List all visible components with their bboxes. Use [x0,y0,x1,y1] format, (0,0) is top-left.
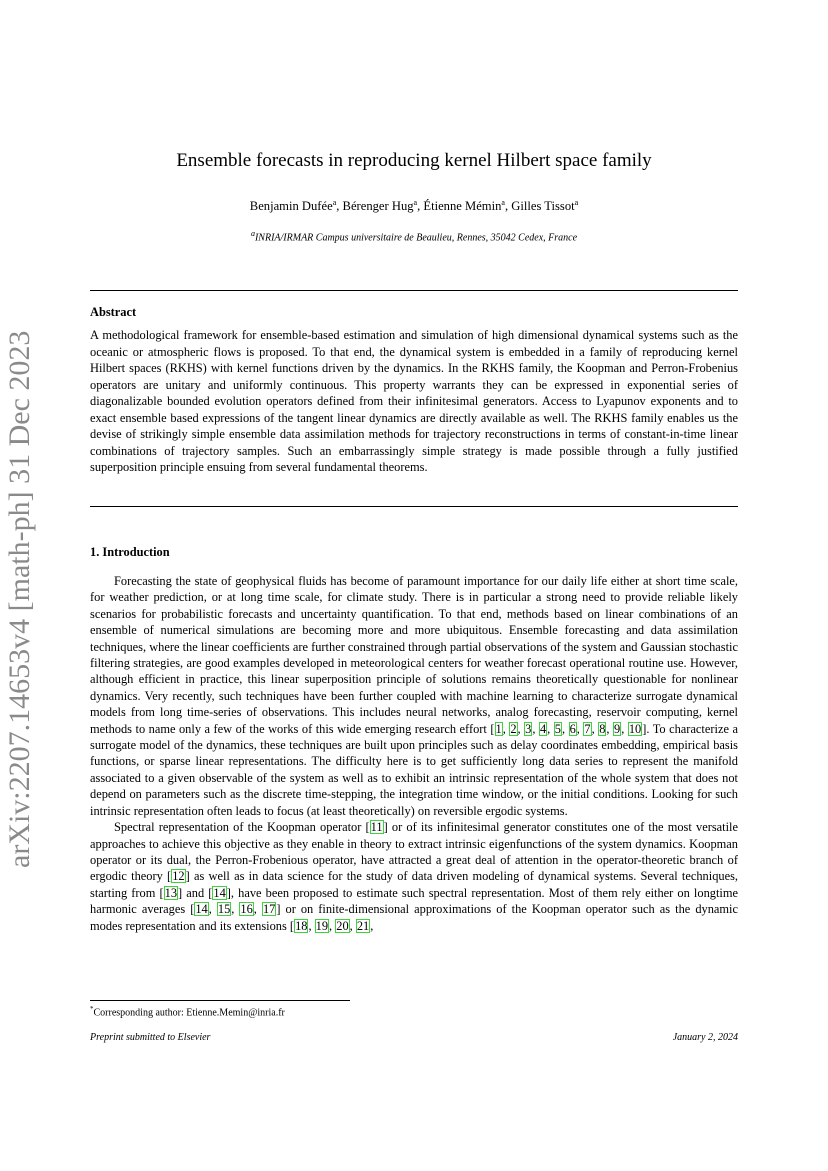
citation-link[interactable]: 13 [164,885,178,900]
affiliation [90,229,738,243]
author-list: Benjamin Dufée$^a$, Bérenger Hug$^a$, Étienne Mémin$^a$, Gilles Tissot$^a$ [249,198,579,214]
footnote-text: Corresponding author: Etienne.Memin@inria.fr [93,1007,285,1019]
citation-link[interactable]: 8 [599,721,606,736]
citation-link[interactable]: 18 [295,918,308,933]
footer-journal: Preprint submitted to Elsevier [90,1032,211,1043]
footnote-mark: * [90,1005,94,1013]
affiliation-mark: a [250,229,255,238]
author-affil-mark: a [332,198,337,207]
author-name: Benjamin Dufée [249,199,333,214]
footer-date: January 2, 2024 [672,1032,738,1043]
paragraph: Forecasting the state of geophysical fluids has become of paramount importance for our daily life either at short time scale, for weather prediction, or at long time scale, for climate study. There is in particular a strong need to provide reliable likely scenarios for probabilistic forecasts and uncertainty quantification. To that end, methods based on linear combinations of an ensemble of numerical simulations are becoming more and more ubiquitous. Ensemble forecasting and data assimilation techniques, where the linear coefficients are further constrained through partial observations of the system and Gaussian stochastic filtering strategies, are good examples developed in meteorological centers for weather forecast operational routine use. However, although efficient in practice, this linear superposition principle of solutions remains theoretically questionable for nonlinear dynamics. Very recently, such techniques have been further coupled with machine learning to characterize surrogate dynamical models from long time-series of observations. This includes neural networks, analog forecasting, reservoir computing, kernel methods to name only a few of the works of this wide emerging research effort [1, 2, 3, 4, 5, 6, 7, 8, 9, 10]. To characterize a surrogate model of the dynamics, these techniques are built upon principles such as delay coordinates embedding, empirical basis functions, or sparse linear representations. The difficulty here is to get sufficiently long data series to represent the manifold associated to a given observable of the system as well as to exhibit an intrinsic representation of the whole system that does not depend on parameters such as the discrete time-stepping, the integration time window, or the initial conditions. Looking for such intrinsic representation often leads to focus (at least theoretically) on reversible ergodic systems. [90,574,738,818]
citation-link[interactable]: 11 [370,820,383,835]
abstract-bottom-rule [90,506,738,507]
citation-link[interactable]: 20 [336,918,349,933]
affiliation-text: INRIA/IRMAR Campus universitaire de Beaulieu, Rennes, 35042 Cedex, France [254,232,578,244]
author-name: Bérenger Hug [342,199,414,214]
citation-link[interactable]: 7 [584,721,591,736]
paragraph: Spectral representation of the Koopman operator [11] or of its infinitesimal generator constitutes one of the most versatile approaches to achieve this objective as they enable in theory to extract intrinsic eigenfunctions of the system dynamics. Koopman operator or its dual, the Perron-Frobenious operator, have attracted a great deal of attention in the operator-theoretic branch of ergodic theory [12] as well as in data science for the study of data driven modeling of dynamical systems. Several techniques, starting from [13] and [14], have been proposed to estimate such spectral representation. Most of them rely either on longtime harmonic averages [14, 15, 16, 17] or on finite-dimensional approximations of the Koopman operator such as the dynamic modes representation and its extensions [18, 19, 20, 21, [90,820,739,933]
footnote [90,1005,285,1018]
abstract-heading: Abstract [90,305,137,319]
footnote-rule [90,1000,350,1001]
citation-link[interactable]: 10 [628,721,642,736]
citation-link[interactable]: 14 [213,885,226,900]
citation-link[interactable]: 3 [525,721,532,736]
section-body [90,573,738,934]
citation-link[interactable]: 9 [614,721,621,736]
author-affil-mark: a [574,198,579,207]
author-name: Étienne Mémin [423,199,502,214]
citation-link[interactable]: 19 [315,918,329,933]
abstract-text: A methodological framework for ensemble-based estimation and simulation of high dimensional dynamical systems such as the oceanic or atmospheric flows is proposed. To that end, the dynamical system is embedded in a family of reproducing kernel Hilbert spaces (RKHS) with kernel functions driven by the dynamics. In the RKHS family, the Koopman and Perron-Frobenius operators are unitary and uniformly continuous. This property warrants they can be expressed in exponential series of diagonalizable bounded evolution operators defined from their infinitesimal generators. Access to Lyapunov exponents and to exact ensemble based expressions of the tangent linear dynamics are directly available as well. The RKHS family enables us the devise of strikingly simple ensemble data assimilation methods for trajectory reconstructions in terms of constant-in-time linear combinations of trajectory samples. Such an embarrassingly simple strategy is made possible through a fully justified superposition principle ensuing from several fundamental theorems. [90,328,738,474]
citation-link[interactable]: 5 [554,721,561,736]
author-name: Gilles Tissot [511,199,575,214]
paper-title: Ensemble forecasts in reproducing kernel Hilbert space family [176,150,652,171]
citation-link[interactable]: 4 [539,721,547,736]
section-heading: 1. Introduction [90,545,170,559]
citation-link[interactable]: 1 [495,721,502,736]
citation-link[interactable]: 21 [356,918,370,933]
citation-link[interactable]: 15 [217,902,231,917]
citation-link[interactable]: 17 [262,902,276,917]
author-affil-mark: a [413,198,418,207]
abstract-top-rule [90,290,738,291]
citation-link[interactable]: 6 [569,721,576,736]
citation-link[interactable]: 16 [240,902,253,917]
citation-link[interactable]: 2 [510,721,517,736]
arxiv-identifier: arXiv:2207.14653v4 [math-ph] 31 Dec 2023 [3,330,36,868]
citation-link[interactable]: 14 [195,902,208,917]
citation-group: 1, 2, 3, 4, 5, 6, 7, 8, 9, 10 [495,721,642,736]
citation-group: 14, 15, 16, 17 [195,902,276,917]
citation-link[interactable]: 12 [172,869,185,884]
citation-group: 18, 19, 20, 21 [295,918,370,933]
author-affil-mark: a [501,198,505,207]
